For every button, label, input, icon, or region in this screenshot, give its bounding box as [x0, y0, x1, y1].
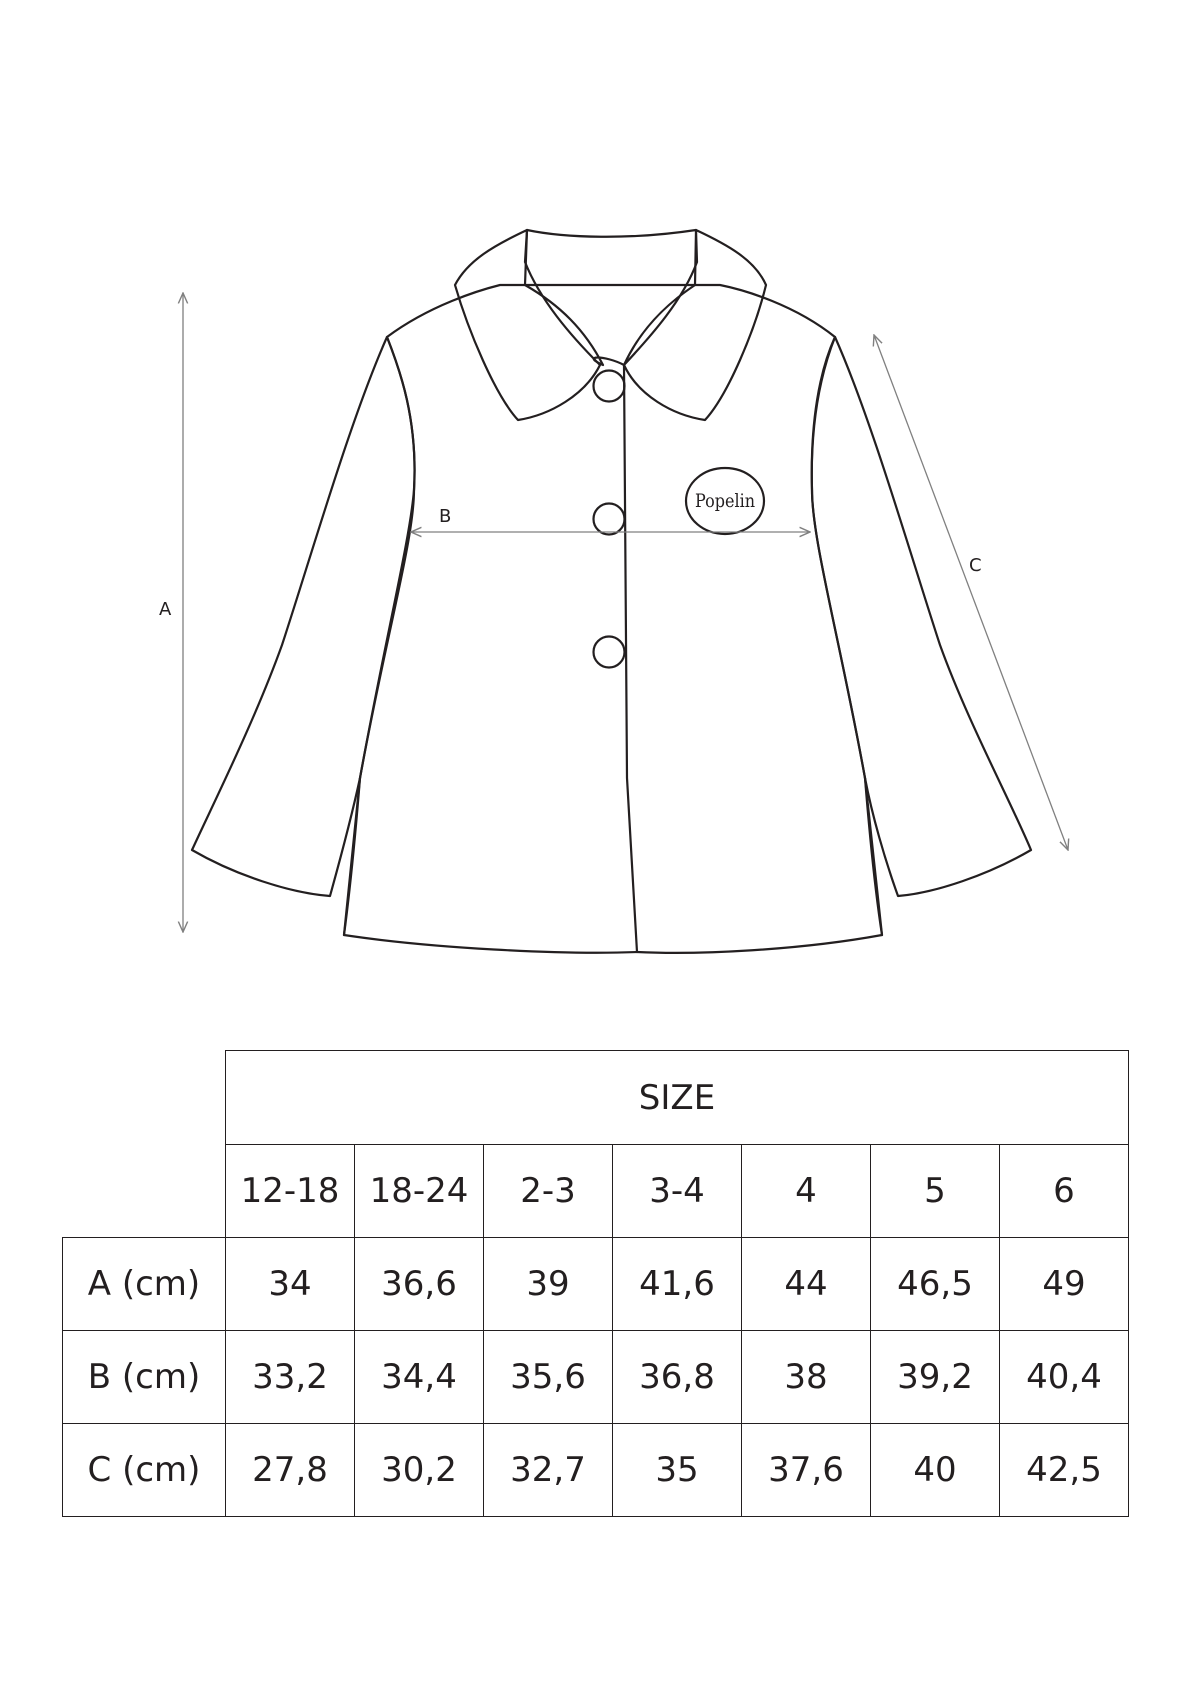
table-cell: 36,8 — [613, 1331, 742, 1424]
table-cell: 30,2 — [355, 1424, 484, 1517]
table-cell: 42,5 — [1000, 1424, 1129, 1517]
right-side-vent — [865, 778, 882, 935]
left-sleeve — [192, 337, 415, 896]
table-cell: 32,7 — [484, 1424, 613, 1517]
table-cell: 44 — [742, 1238, 871, 1331]
table-cell: 34,4 — [355, 1331, 484, 1424]
measure-label-b: B — [439, 506, 452, 527]
size-header-row — [63, 1145, 1129, 1238]
table-cell: 49 — [1000, 1238, 1129, 1331]
table-cell: 38 — [742, 1331, 871, 1424]
table-cell: 27,8 — [226, 1424, 355, 1517]
measure-label-c: C — [969, 555, 982, 576]
table-cell: 39,2 — [871, 1331, 1000, 1424]
size-header-cell: 4 — [742, 1145, 871, 1238]
table-row — [63, 1424, 1129, 1517]
table-cell: 41,6 — [613, 1238, 742, 1331]
table-row — [63, 1238, 1129, 1331]
table-cell: 46,5 — [871, 1238, 1000, 1331]
right-sleeve — [812, 337, 1031, 896]
row-label: B (cm) — [63, 1331, 226, 1424]
size-chart-table — [62, 1050, 1129, 1517]
button-bottom — [594, 637, 625, 668]
left-side-vent — [344, 778, 360, 935]
button-middle — [594, 504, 625, 535]
left-collar — [455, 230, 600, 420]
measure-label-a: A — [159, 599, 172, 620]
table-cell: 34 — [226, 1238, 355, 1331]
empty-corner-cell — [63, 1051, 226, 1145]
table-cell: 40 — [871, 1424, 1000, 1517]
size-header-cell: 12-18 — [226, 1145, 355, 1238]
table-cell: 36,6 — [355, 1238, 484, 1331]
row-label: C (cm) — [63, 1424, 226, 1517]
inner-neckline — [525, 230, 696, 365]
size-header-cell: 2-3 — [484, 1145, 613, 1238]
table-cell: 39 — [484, 1238, 613, 1331]
size-header-cell: 5 — [871, 1145, 1000, 1238]
size-header-cell: 18-24 — [355, 1145, 484, 1238]
table-row — [63, 1331, 1129, 1424]
button-top — [594, 371, 625, 402]
size-title-row — [63, 1051, 1129, 1145]
size-table-title: SIZE — [226, 1051, 1129, 1145]
table-cell: 37,6 — [742, 1424, 871, 1517]
measure-line-c — [874, 335, 1068, 850]
size-header-cell: 3-4 — [613, 1145, 742, 1238]
table-cell: 40,4 — [1000, 1331, 1129, 1424]
logo-text: Popelin — [695, 490, 755, 512]
size-header-cell: 6 — [1000, 1145, 1129, 1238]
jacket-outline-icon — [192, 230, 1031, 953]
table-cell: 33,2 — [226, 1331, 355, 1424]
table-cell: 35 — [613, 1424, 742, 1517]
jacket-body — [344, 285, 882, 953]
table-cell: 35,6 — [484, 1331, 613, 1424]
front-placket — [624, 365, 637, 952]
row-label: A (cm) — [63, 1238, 226, 1331]
empty-corner-cell — [63, 1145, 226, 1238]
